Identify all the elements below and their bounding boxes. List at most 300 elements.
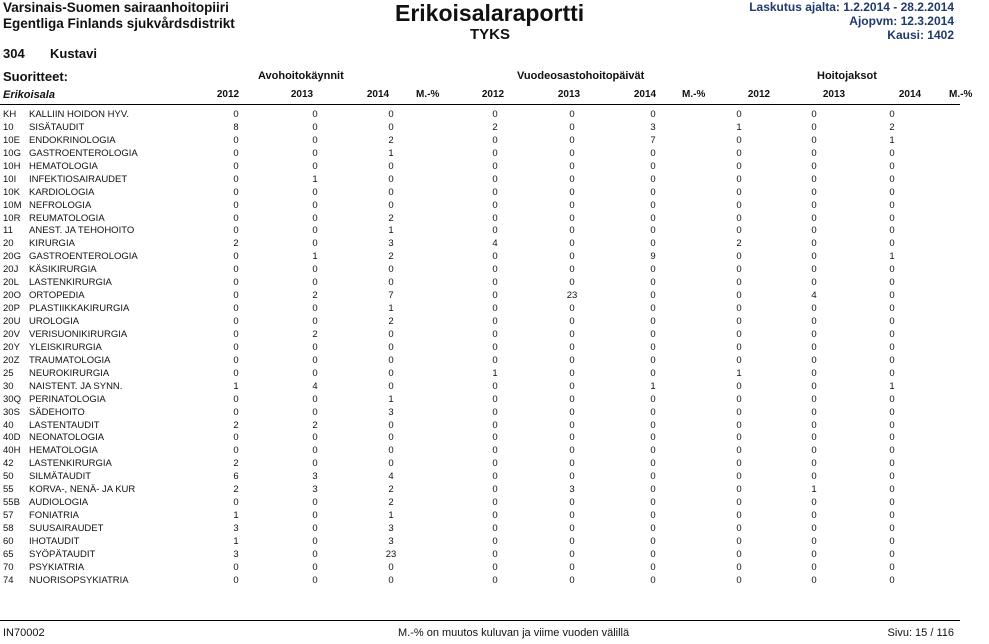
table-cell: 0 (889, 160, 895, 172)
table-cell: 0 (736, 225, 742, 237)
table-cell: 0 (233, 173, 239, 185)
table-cell: 8 (233, 121, 239, 133)
table-row (0, 458, 960, 471)
table-cell: 0 (889, 212, 895, 224)
group-header-outpatient: Avohoitokäynnit (258, 70, 344, 82)
specialty-name: LASTENKIRURGIA (29, 277, 112, 289)
table-cell: 2 (492, 121, 498, 133)
billing-period: Laskutus ajalta: 1.2.2014 - 28.2.2014 (749, 0, 954, 14)
table-cell: 0 (811, 238, 817, 250)
specialty-code: 10M (3, 199, 22, 211)
table-cell: 0 (889, 173, 895, 185)
table-cell: 0 (811, 160, 817, 172)
table-cell: 0 (388, 173, 394, 185)
table-cell: 0 (650, 290, 656, 302)
specialty-name: GASTROENTEROLOGIA (29, 147, 138, 159)
table-cell: 0 (492, 316, 498, 327)
table-cell: 1 (312, 173, 318, 185)
table-cell: 0 (492, 199, 498, 211)
table-cell: 2 (233, 419, 239, 431)
table-row (0, 187, 960, 200)
table-row (0, 355, 960, 368)
specialty-name: KÄSIKIRURGIA (29, 264, 97, 276)
table-cell: 0 (388, 186, 394, 198)
table-cell: 0 (569, 212, 575, 224)
specialty-name: SYÖPÄTAUDIT (29, 548, 96, 560)
specialty-code: 42 (3, 458, 14, 470)
table-row (0, 471, 960, 484)
table-cell: 0 (569, 109, 575, 120)
table-cell: 0 (388, 574, 394, 586)
report-subtitle: TYKS (470, 26, 511, 43)
table-cell: 3 (312, 484, 318, 496)
specialty-name: PERINATOLOGIA (29, 393, 106, 405)
table-cell: 0 (492, 173, 498, 185)
specialty-code: 40 (3, 419, 14, 431)
table-row (0, 225, 960, 238)
table-cell: 0 (736, 109, 742, 120)
specialty-name: PLASTIIKKAKIRURGIA (29, 303, 130, 315)
table-cell: 0 (811, 147, 817, 159)
table-cell: 0 (388, 458, 394, 470)
specialty-name: ORTOPEDIA (29, 290, 85, 302)
table-cell: 0 (811, 173, 817, 185)
table-cell: 3 (569, 484, 575, 496)
table-cell: 2 (233, 484, 239, 496)
table-cell: 0 (811, 510, 817, 522)
specialty-code: 20U (3, 316, 21, 327)
table-cell: 0 (233, 497, 239, 509)
table-row (0, 238, 960, 251)
column-header-specialty: Erikoisala (3, 89, 55, 101)
specialty-name: NEONATOLOGIA (29, 432, 105, 444)
table-cell: 0 (492, 328, 498, 340)
column-header-change-pct: M.-% (949, 89, 973, 100)
column-header-change-pct: M.-% (416, 89, 440, 100)
table-row (0, 407, 960, 420)
table-cell: 0 (889, 277, 895, 289)
table-cell: 0 (312, 510, 318, 522)
table-cell: 2 (388, 134, 394, 146)
table-cell: 2 (889, 121, 895, 133)
table-cell: 4 (811, 290, 817, 302)
specialty-code: 30 (3, 380, 14, 392)
specialty-code: 11 (3, 225, 13, 237)
table-cell: 0 (312, 393, 318, 405)
column-header-year: 2014 (633, 89, 657, 100)
table-cell: 0 (736, 574, 742, 586)
table-cell: 0 (811, 354, 817, 366)
table-cell: 0 (492, 406, 498, 418)
table-cell: 0 (233, 445, 239, 457)
table-cell: 0 (569, 471, 575, 483)
table-cell: 0 (492, 445, 498, 457)
table-cell: 0 (492, 264, 498, 276)
table-cell: 0 (569, 535, 575, 547)
table-cell: 0 (736, 523, 742, 534)
table-cell: 0 (569, 186, 575, 198)
footer-divider (0, 620, 960, 621)
specialty-name: NEUROKIRURGIA (29, 367, 110, 379)
table-row (0, 536, 960, 549)
table-cell: 0 (889, 406, 895, 418)
table-cell: 0 (312, 497, 318, 509)
table-cell: 0 (650, 510, 656, 522)
org-name-sv: Egentliga Finlands sjukvårdsdistrikt (3, 16, 235, 31)
table-cell: 0 (889, 316, 895, 327)
table-row (0, 264, 960, 277)
specialty-code: 70 (3, 561, 14, 573)
department-name: Kustavi (50, 46, 97, 61)
table-row (0, 303, 960, 316)
table-cell: 0 (312, 199, 318, 211)
table-cell: 2 (388, 316, 394, 327)
table-cell: 0 (569, 328, 575, 340)
table-cell: 2 (388, 251, 394, 263)
specialty-name: SUUSAIRAUDET (29, 523, 104, 534)
table-cell: 0 (312, 186, 318, 198)
table-cell: 0 (811, 393, 817, 405)
table-row (0, 342, 960, 355)
table-cell: 23 (385, 548, 397, 560)
table-cell: 1 (650, 380, 656, 392)
column-header-year: 2013 (557, 89, 581, 100)
table-cell: 0 (889, 574, 895, 586)
column-header-year: 2014 (898, 89, 922, 100)
table-cell: 4 (492, 238, 498, 250)
table-cell: 0 (569, 406, 575, 418)
table-row (0, 484, 960, 497)
table-cell: 0 (736, 316, 742, 327)
group-header-care-periods: Hoitojaksot (817, 70, 877, 82)
table-cell: 0 (650, 523, 656, 534)
table-cell: 0 (312, 134, 318, 146)
table-cell: 0 (312, 406, 318, 418)
table-cell: 0 (736, 510, 742, 522)
table-cell: 0 (388, 419, 394, 431)
table-cell: 1 (889, 380, 895, 392)
table-cell: 0 (811, 225, 817, 237)
table-row (0, 432, 960, 445)
table-cell: 0 (736, 419, 742, 431)
table-cell: 1 (233, 535, 239, 547)
specialty-code: 65 (3, 548, 14, 560)
table-row (0, 497, 960, 510)
table-cell: 0 (569, 238, 575, 250)
table-cell: 0 (650, 147, 656, 159)
table-cell: 0 (492, 380, 498, 392)
table-cell: 0 (889, 445, 895, 457)
table-cell: 3 (388, 406, 394, 418)
table-row (0, 381, 960, 394)
table-row (0, 316, 960, 329)
table-cell: 0 (233, 367, 239, 379)
table-cell: 0 (889, 484, 895, 496)
table-cell: 0 (650, 316, 656, 327)
table-cell: 0 (388, 367, 394, 379)
table-cell: 0 (811, 316, 817, 327)
table-cell: 0 (736, 497, 742, 509)
table-cell: 0 (233, 341, 239, 353)
column-header-year: 2012 (481, 89, 505, 100)
table-cell: 0 (569, 393, 575, 405)
table-cell: 1 (889, 134, 895, 146)
table-cell: 0 (233, 406, 239, 418)
table-cell: 0 (811, 574, 817, 586)
specialty-table (0, 109, 960, 588)
table-cell: 0 (492, 354, 498, 366)
table-cell: 0 (312, 535, 318, 547)
specialty-code: 20 (3, 238, 14, 250)
table-cell: 0 (233, 186, 239, 198)
table-cell: 0 (492, 432, 498, 444)
table-cell: 0 (889, 354, 895, 366)
table-cell: 0 (811, 186, 817, 198)
table-cell: 0 (889, 535, 895, 547)
table-row (0, 109, 960, 122)
table-cell: 0 (388, 354, 394, 366)
table-cell: 0 (492, 225, 498, 237)
table-cell: 7 (650, 134, 656, 146)
table-cell: 2 (312, 419, 318, 431)
table-cell: 4 (388, 471, 394, 483)
table-cell: 1 (811, 484, 817, 496)
table-cell: 0 (233, 328, 239, 340)
table-cell: 0 (388, 264, 394, 276)
table-cell: 0 (569, 354, 575, 366)
table-cell: 0 (650, 497, 656, 509)
table-cell: 0 (312, 341, 318, 353)
table-cell: 2 (388, 212, 394, 224)
table-cell: 0 (388, 328, 394, 340)
table-cell: 0 (233, 264, 239, 276)
table-cell: 0 (650, 238, 656, 250)
specialty-name: TRAUMATOLOGIA (29, 354, 111, 366)
specialty-name: LASTENKIRURGIA (29, 458, 112, 470)
table-cell: 0 (492, 458, 498, 470)
table-cell: 1 (233, 380, 239, 392)
table-cell: 0 (233, 290, 239, 302)
specialty-code: 25 (3, 367, 14, 379)
specialty-code: 50 (3, 471, 14, 483)
table-cell: 0 (233, 432, 239, 444)
table-cell: 0 (388, 445, 394, 457)
table-cell: 0 (492, 561, 498, 573)
table-row (0, 251, 960, 264)
table-cell: 0 (233, 316, 239, 327)
specialty-code: 20P (3, 303, 20, 315)
table-cell: 0 (811, 445, 817, 457)
column-header-year: 2013 (822, 89, 846, 100)
table-row (0, 394, 960, 407)
table-cell: 0 (650, 484, 656, 496)
table-row (0, 277, 960, 290)
table-cell: 3 (233, 548, 239, 560)
specialty-code: 20O (3, 290, 21, 302)
footer-note: M.-% on muutos kuluvan ja viime vuoden välillä (398, 627, 630, 639)
specialty-name: SISÄTAUDIT (29, 121, 85, 133)
specialty-name: ANEST. JA TEHOHOITO (29, 225, 135, 237)
specialty-name: FONIATRIA (29, 510, 79, 522)
table-cell: 0 (736, 160, 742, 172)
table-cell: 0 (650, 432, 656, 444)
table-cell: 0 (312, 212, 318, 224)
table-cell: 0 (811, 199, 817, 211)
table-cell: 0 (492, 160, 498, 172)
table-cell: 0 (889, 147, 895, 159)
table-cell: 0 (736, 484, 742, 496)
specialty-name: NEFROLOGIA (29, 199, 92, 211)
table-cell: 1 (889, 251, 895, 263)
table-cell: 0 (889, 264, 895, 276)
specialty-name: HEMATOLOGIA (29, 160, 98, 172)
table-cell: 0 (650, 574, 656, 586)
table-cell: 0 (889, 225, 895, 237)
table-cell: 0 (233, 277, 239, 289)
table-row (0, 200, 960, 213)
specialty-code: 58 (3, 523, 14, 534)
table-cell: 0 (569, 225, 575, 237)
table-cell: 0 (889, 199, 895, 211)
table-row (0, 148, 960, 161)
table-cell: 0 (811, 419, 817, 431)
table-cell: 0 (388, 121, 394, 133)
specialty-code: 10R (3, 212, 21, 224)
table-cell: 0 (312, 367, 318, 379)
specialty-name: LASTENTAUDIT (29, 419, 100, 431)
table-cell: 0 (388, 199, 394, 211)
table-cell: 0 (233, 225, 239, 237)
specialty-name: NAISTENT. JA SYNN. (29, 380, 123, 392)
table-cell: 0 (650, 548, 656, 560)
specialty-code: 10G (3, 147, 21, 159)
table-cell: 0 (492, 251, 498, 263)
table-cell: 0 (569, 264, 575, 276)
table-cell: 0 (811, 277, 817, 289)
table-cell: 0 (312, 160, 318, 172)
table-cell: 0 (312, 109, 318, 120)
specialty-code: 57 (3, 510, 14, 522)
table-cell: 0 (811, 523, 817, 534)
table-cell: 0 (650, 160, 656, 172)
table-cell: 0 (650, 328, 656, 340)
table-cell: 0 (736, 445, 742, 457)
table-cell: 0 (569, 160, 575, 172)
specialty-code: 74 (3, 574, 14, 586)
specialty-code: 20J (3, 264, 19, 276)
table-row (0, 523, 960, 536)
table-cell: 0 (233, 354, 239, 366)
table-cell: 0 (569, 510, 575, 522)
column-header-year: 2012 (747, 89, 771, 100)
table-cell: 0 (492, 134, 498, 146)
table-cell: 0 (736, 186, 742, 198)
table-cell: 0 (492, 186, 498, 198)
table-row (0, 122, 960, 135)
table-cell: 0 (811, 406, 817, 418)
table-cell: 0 (312, 264, 318, 276)
table-cell: 1 (388, 147, 394, 159)
table-cell: 0 (492, 484, 498, 496)
table-cell: 0 (233, 561, 239, 573)
table-cell: 0 (569, 134, 575, 146)
table-cell: 0 (650, 212, 656, 224)
specialty-code: 55B (3, 497, 20, 509)
table-row (0, 368, 960, 381)
table-cell: 0 (569, 432, 575, 444)
table-cell: 0 (736, 173, 742, 185)
org-name-fi: Varsinais-Suomen sairaanhoitopiiri (3, 0, 229, 15)
table-cell: 0 (736, 432, 742, 444)
table-cell: 0 (569, 147, 575, 159)
table-cell: 3 (233, 523, 239, 534)
column-header-year: 2014 (366, 89, 390, 100)
table-cell: 0 (569, 341, 575, 353)
table-cell: 0 (388, 380, 394, 392)
payers-label: Suoritteet: (3, 69, 68, 84)
table-cell: 0 (388, 277, 394, 289)
specialty-code: KH (3, 109, 17, 120)
table-cell: 0 (233, 303, 239, 315)
table-cell: 0 (492, 303, 498, 315)
table-cell: 0 (492, 548, 498, 560)
table-cell: 0 (650, 354, 656, 366)
table-cell: 0 (736, 277, 742, 289)
table-cell: 2 (312, 328, 318, 340)
table-cell: 2 (233, 458, 239, 470)
specialty-name: GASTROENTEROLOGIA (29, 251, 138, 263)
table-cell: 0 (736, 134, 742, 146)
table-cell: 2 (388, 484, 394, 496)
table-cell: 0 (388, 341, 394, 353)
table-cell: 0 (889, 419, 895, 431)
report-code: IN70002 (3, 627, 45, 639)
table-cell: 0 (889, 548, 895, 560)
group-header-ward-days: Vuodeosastohoitopäivät (517, 70, 645, 82)
table-cell: 0 (650, 393, 656, 405)
table-cell: 0 (811, 535, 817, 547)
table-cell: 0 (312, 548, 318, 560)
specialty-name: AUDIOLOGIA (29, 497, 89, 509)
column-header-year: 2013 (290, 89, 314, 100)
table-cell: 0 (811, 497, 817, 509)
specialty-name: NUORISOPSYKIATRIA (29, 574, 129, 586)
table-cell: 0 (312, 574, 318, 586)
table-cell: 0 (736, 535, 742, 547)
table-cell: 0 (736, 561, 742, 573)
table-cell: 2 (233, 238, 239, 250)
table-cell: 0 (312, 458, 318, 470)
table-cell: 0 (811, 458, 817, 470)
specialty-name: SÄDEHOITO (29, 406, 85, 418)
table-cell: 0 (811, 548, 817, 560)
table-cell: 1 (388, 225, 394, 237)
table-cell: 0 (569, 380, 575, 392)
table-cell: 0 (811, 134, 817, 146)
table-cell: 0 (312, 225, 318, 237)
table-cell: 0 (889, 561, 895, 573)
specialty-code: 20V (3, 328, 20, 340)
table-cell: 0 (811, 251, 817, 263)
table-row (0, 510, 960, 523)
table-cell: 0 (889, 328, 895, 340)
table-cell: 0 (889, 458, 895, 470)
table-row (0, 161, 960, 174)
table-cell: 0 (650, 458, 656, 470)
header-divider (0, 104, 960, 105)
table-cell: 0 (492, 147, 498, 159)
specialty-code: 30S (3, 406, 20, 418)
